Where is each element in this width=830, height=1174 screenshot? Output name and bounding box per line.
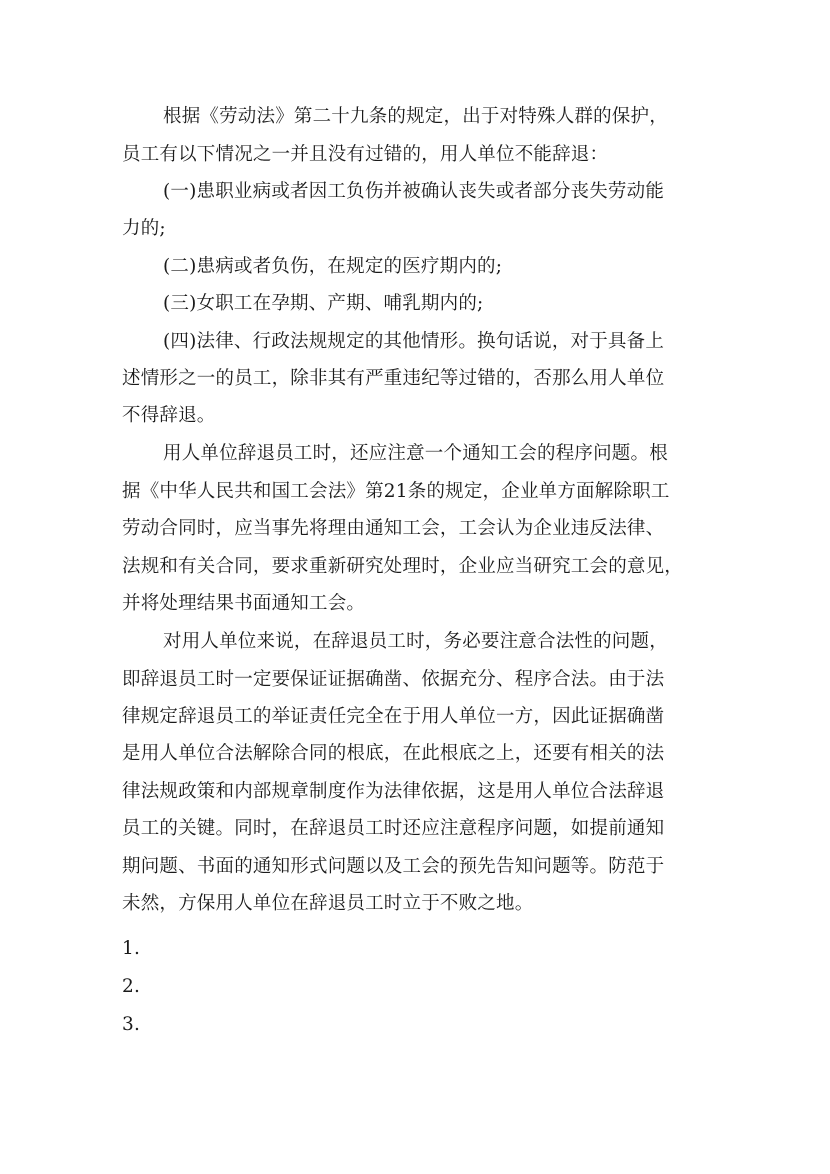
text-line: 据《中华人民共和国工会法》第21条的规定，企业单方面解除职工 (122, 481, 670, 502)
text-line: (四)法律、行政法规规定的其他情形。换句话说，对于具备上 (163, 331, 665, 352)
text-line: 根据《劳动法》第二十九条的规定，出于对特殊人群的保护， (163, 106, 668, 127)
text-line: 述情形之一的员工，除非其有严重违纪等过错的，否那么用人单位 (122, 368, 665, 389)
text-line: 律法规政策和内部规章制度作为法律依据，这是用人单位合法辞退 (122, 781, 665, 802)
text-line: 对用人单位来说，在辞退员工时，务必要注意合法性的问题， (163, 631, 668, 652)
text-line: 法规和有关合同，要求重新研究处理时，企业应当研究工会的意见， (122, 556, 684, 577)
text-line: 即辞退员工时一定要保证证据确凿、依据充分、程序合法。由于法 (122, 669, 665, 690)
text-line: 期问题、书面的通知形式问题以及工会的预先告知问题等。防范于 (122, 856, 665, 877)
text-line: (二)患病或者负伤，在规定的医疗期内的; (163, 256, 503, 277)
text-line: 用人单位辞退员工时，还应注意一个通知工会的程序问题。根 (163, 443, 668, 464)
text-line: 力的; (122, 218, 166, 239)
text-line: 律规定辞退员工的举证责任完全在于用人单位一方，因此证据确凿 (122, 706, 665, 727)
text-line: 是用人单位合法解除合同的根底，在此根底之上，还要有相关的法 (122, 743, 665, 764)
text-line: (一)患职业病或者因工负伤并被确认丧失或者部分丧失劳动能 (163, 181, 665, 202)
text-line: 员工有以下情况之一并且没有过错的，用人单位不能辞退： (122, 144, 609, 165)
list-number: 3. (122, 1014, 141, 1035)
text-line: 并将处理结果书面通知工会。 (122, 593, 366, 614)
text-line: 不得辞退。 (122, 405, 216, 426)
list-number: 1. (122, 938, 141, 959)
text-line: (三)女职工在孕期、产期、哺乳期内的; (163, 293, 484, 314)
text-line: 未然，方保用人单位在辞退员工时立于不败之地。 (122, 893, 534, 914)
list-number: 2. (122, 976, 141, 997)
text-line: 员工的关键。同时，在辞退员工时还应注意程序问题，如提前通知 (122, 818, 665, 839)
text-line: 劳动合同时，应当事先将理由通知工会，工会认为企业违反法律、 (122, 518, 665, 539)
